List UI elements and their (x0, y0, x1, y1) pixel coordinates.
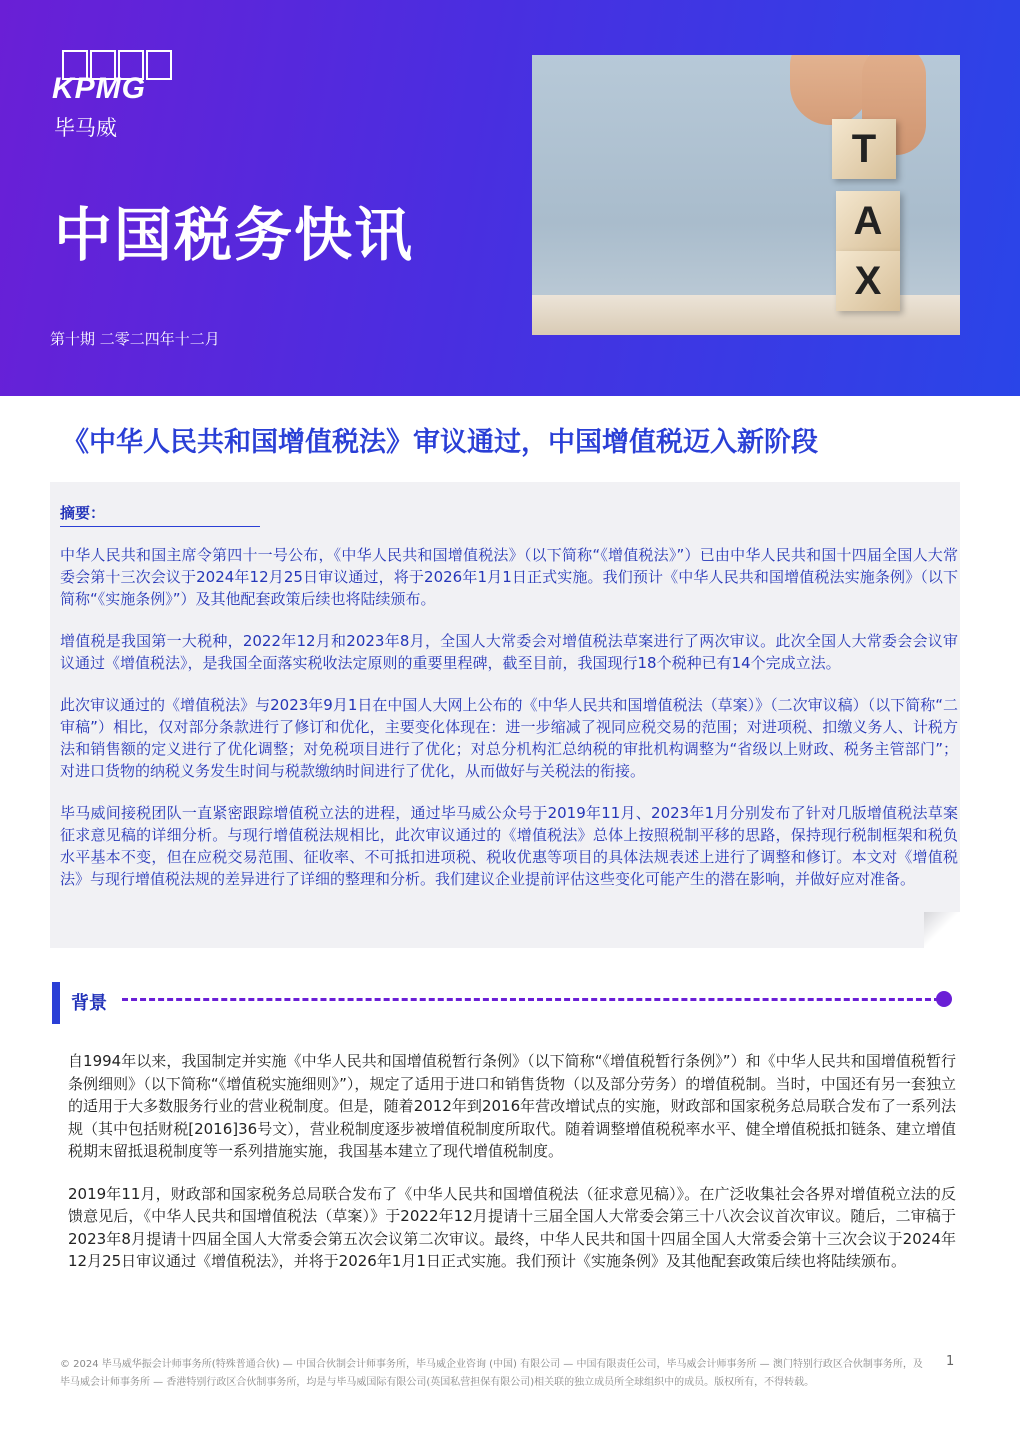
logo-text: KPMG (52, 72, 146, 105)
section-divider (122, 998, 940, 1001)
publication-title: 中国税务快讯 (54, 201, 415, 269)
footer-line: © 2024 毕马威华振会计师事务所(特殊普通合伙) — 中国合伙制会计师事务所，毕马威企业咨询 (中国) 有限公司 — 中国有限责任公司，毕马威会计师事务所 — 澳门特别行政区合伙制事务所，及 (60, 1359, 923, 1370)
cube-x: X (836, 251, 900, 311)
brand-name: 毕马威 (54, 116, 117, 140)
cube-a: A (836, 191, 900, 251)
summary-underline (60, 526, 260, 527)
body-paragraph: 2019年11月，财政部和国家税务总局联合发布了《中华人民共和国增值税法（征求意见稿）》。在广泛收集社会各界对增值税立法的反馈意见后，《中华人民共和国增值税法（草案）》于2022年12月提请十三届全国人大常委会第三十八次会议首次审议。随后，二审稿于2023年8月提请十四届全国人大常委会第五次会议第二次审议。最终，中华人民共和国十四届全国人大常委会第十三次会议于2024年12月25日审议通过《增值税法》，并将于2026年1月1日正式实施。我们预计《实施条例》及其他配套政策后续也将陆续颁布。 (68, 1184, 956, 1270)
summary-paragraph: 增值税是我国第一大税种，2022年12月和2023年8月，全国人大常委会对增值税法草案进行了两次审议。此次全国人大常委会会议审议通过《增值税法》，是我国全面落实税收法定原则的重要里程碑，截至目前，我国现行18个税种已有14个完成立法。 (60, 632, 958, 672)
summary-heading: 摘要： (60, 504, 106, 522)
summary-paragraph: 此次审议通过的《增值税法》与2023年9月1日在中国人大网上公布的《中华人民共和国增值税法（草案）》（二次审议稿）（以下简称“二审稿”）相比，仅对部分条款进行了修订和优化，主要变化体现在：进一步缩减了视同应税交易的范围；对进项税、扣缴义务人、计税方法和销售额的定义进行了优化调整；对免税项目进行了优化；对总分机构汇总纳税的审批机构调整为“省级以上财政、税务主管部门”；对进口货物的纳税义务发生时间与税款缴纳时间进行了优化，从而做好与关税法的衔接。 (60, 696, 958, 780)
summary-content (60, 544, 958, 910)
section-heading-background: 背景 (71, 993, 107, 1014)
finger-illustration (790, 55, 870, 125)
page-number: 1 (946, 1354, 955, 1369)
body-paragraph: 自1994年以来，我国制定并实施《中华人民共和国增值税暂行条例》（以下简称“《增值税暂行条例》”）和《中华人民共和国增值税暂行条例细则》（以下简称“《增值税实施细则》”），规定了适用于进口和销售货物（以及部分劳务）的增值税制。当时，中国还有另一套独立的适用于大多数服务行业的营业税制度。但是，随着2012年到2016年营改增试点的实施，财政部和国家税务总局联合发布了一系列法规（其中包括财税[2016]36号文），营业税制度逐步被增值税制度所取代。随着调整增值税税率水平、健全增值税抵扣链条、建立增值税期末留抵退税制度等一系列措施实施，我国基本建立了现代增值税制度。 (68, 1052, 956, 1160)
section-marker (52, 982, 60, 1024)
footer-copyright (60, 1356, 930, 1392)
footer-line: 毕马威会计师事务所 — 香港特别行政区合伙制事务所，均是与毕马威国际有限公司(英国私营担保有限公司)相关联的独立成员所全球组织中的成员。版权所有，不得转载。 (60, 1377, 815, 1388)
tax-blocks-photo (532, 55, 960, 335)
summary-box (50, 482, 960, 948)
summary-paragraph: 毕马威间接税团队一直紧密跟踪增值税立法的进程，通过毕马威公众号于2019年11月、2023年1月分别发布了针对几版增值税法草案征求意见稿的详细分析。与现行增值税法规相比，此次审议通过的《增值税法》总体上按照税制平移的思路，保持现行税制框架和税负水平基本不变，但在应税交易范围、征收率、不可抵扣进项税、税收优惠等项目的具体法规表述上进行了调整和修订。本文对《增值税法》与现行增值税法规的差异进行了详细的整理和分析。我们建议企业提前评估这些变化可能产生的潜在影响，并做好应对准备。 (60, 804, 958, 888)
article-title: 《中华人民共和国增值税法》审议通过，中国增值税迈入新阶段 (62, 427, 818, 458)
summary-paragraph: 中华人民共和国主席令第四十一号公布，《中华人民共和国增值税法》（以下简称“《增值税法》”）已由中华人民共和国十四届全国人大常委会第十三次会议于2024年12月25日审议通过，将于2026年1月1日正式实施。我们预计《中华人民共和国增值税法实施条例》（以下简称“《实施条例》”）及其他配套政策后续也将陆续颁布。 (60, 546, 958, 608)
issue-date: 第十期 二零二四年十二月 (50, 330, 220, 348)
kpmg-logo (52, 50, 182, 110)
header-banner (0, 0, 1020, 396)
cube-t: T (832, 119, 896, 179)
divider-dot (936, 991, 952, 1007)
background-content (68, 1050, 956, 1293)
page-curl-decoration (924, 912, 960, 948)
